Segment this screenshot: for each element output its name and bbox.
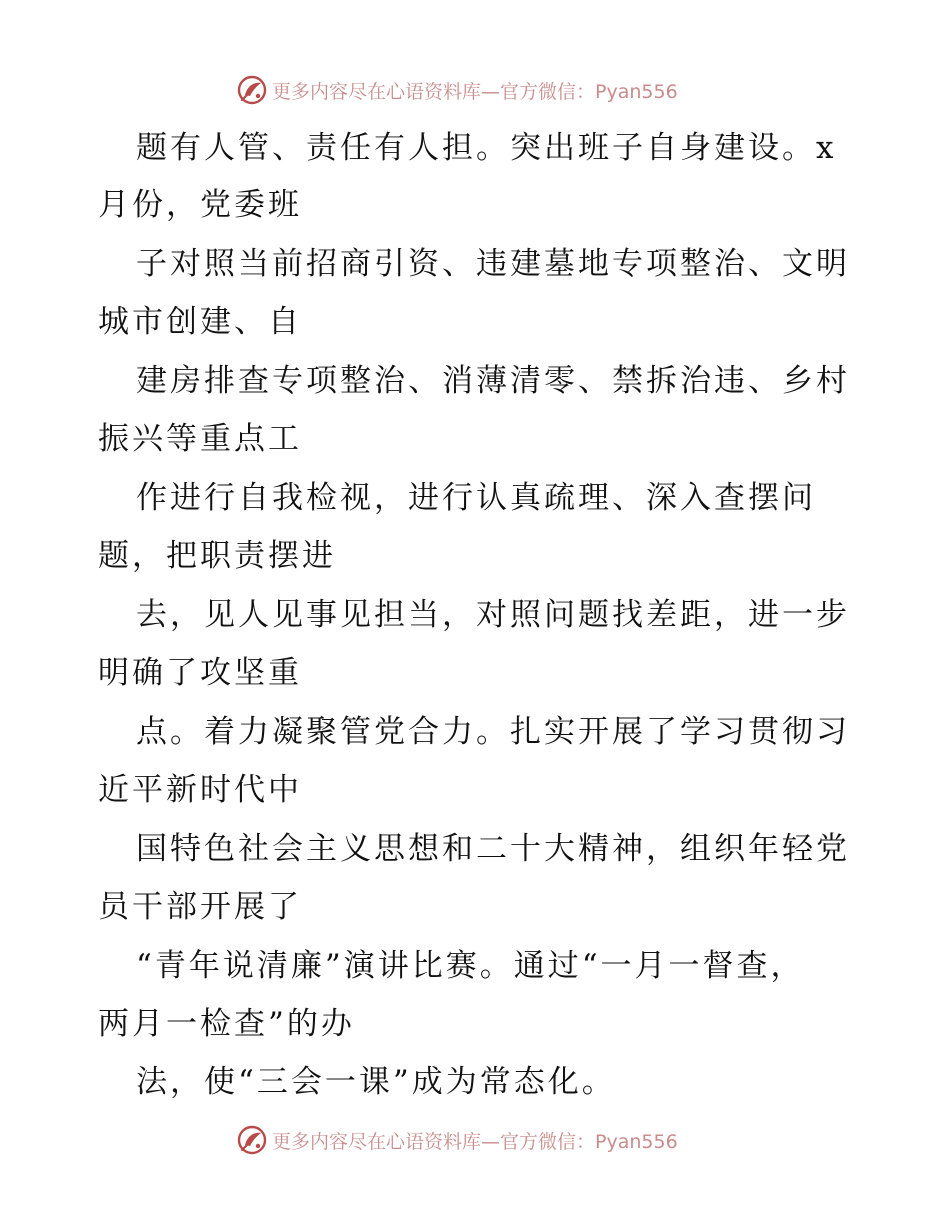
text-line: 明确了攻坚重: [98, 655, 302, 691]
text-line: 点。着力凝聚管党合力。扎实开展了学习贯彻习: [136, 714, 850, 750]
watermark-text: 更多内容尽在心语资料库—官方微信：Pyan556: [272, 1130, 678, 1153]
text-line: 振兴等重点工: [98, 421, 302, 457]
watermark-logo-icon: [236, 74, 268, 106]
text-line: 员干部开展了: [98, 889, 302, 925]
header-watermark: [236, 73, 678, 107]
watermark-text: 更多内容尽在心语资料库—官方微信：Pyan556: [272, 80, 678, 103]
text-line: 题，把职责摆进: [98, 538, 336, 574]
text-line: 国特色社会主义思想和二十大精神，组织年轻党: [136, 831, 850, 867]
text-line: 题有人管、责任有人担。突出班子自身建设。x: [136, 130, 837, 166]
text-line: 作进行自我检视，进行认真疏理、深入查摆问: [136, 480, 816, 516]
text-line: 近平新时代中: [98, 772, 302, 808]
text-line: 子对照当前招商引资、违建墓地专项整治、文明: [136, 246, 850, 282]
footer-watermark: [236, 1123, 678, 1157]
text-line: 城市创建、自: [98, 304, 302, 340]
text-line: 两月一检查”的办: [98, 1006, 355, 1042]
text-line: 月份，党委班: [98, 187, 302, 223]
watermark-logo-icon: [236, 1124, 268, 1156]
text-line: 去，见人见事见担当，对照问题找差距，进一步: [136, 597, 850, 633]
text-line: 法，使“三会一课”成为常态化。: [136, 1064, 616, 1100]
text-line: 建房排查专项整治、消薄清零、禁拆治违、乡村: [136, 363, 850, 399]
text-line: “青年说清廉”演讲比赛。通过“一月一督查，: [136, 948, 805, 984]
